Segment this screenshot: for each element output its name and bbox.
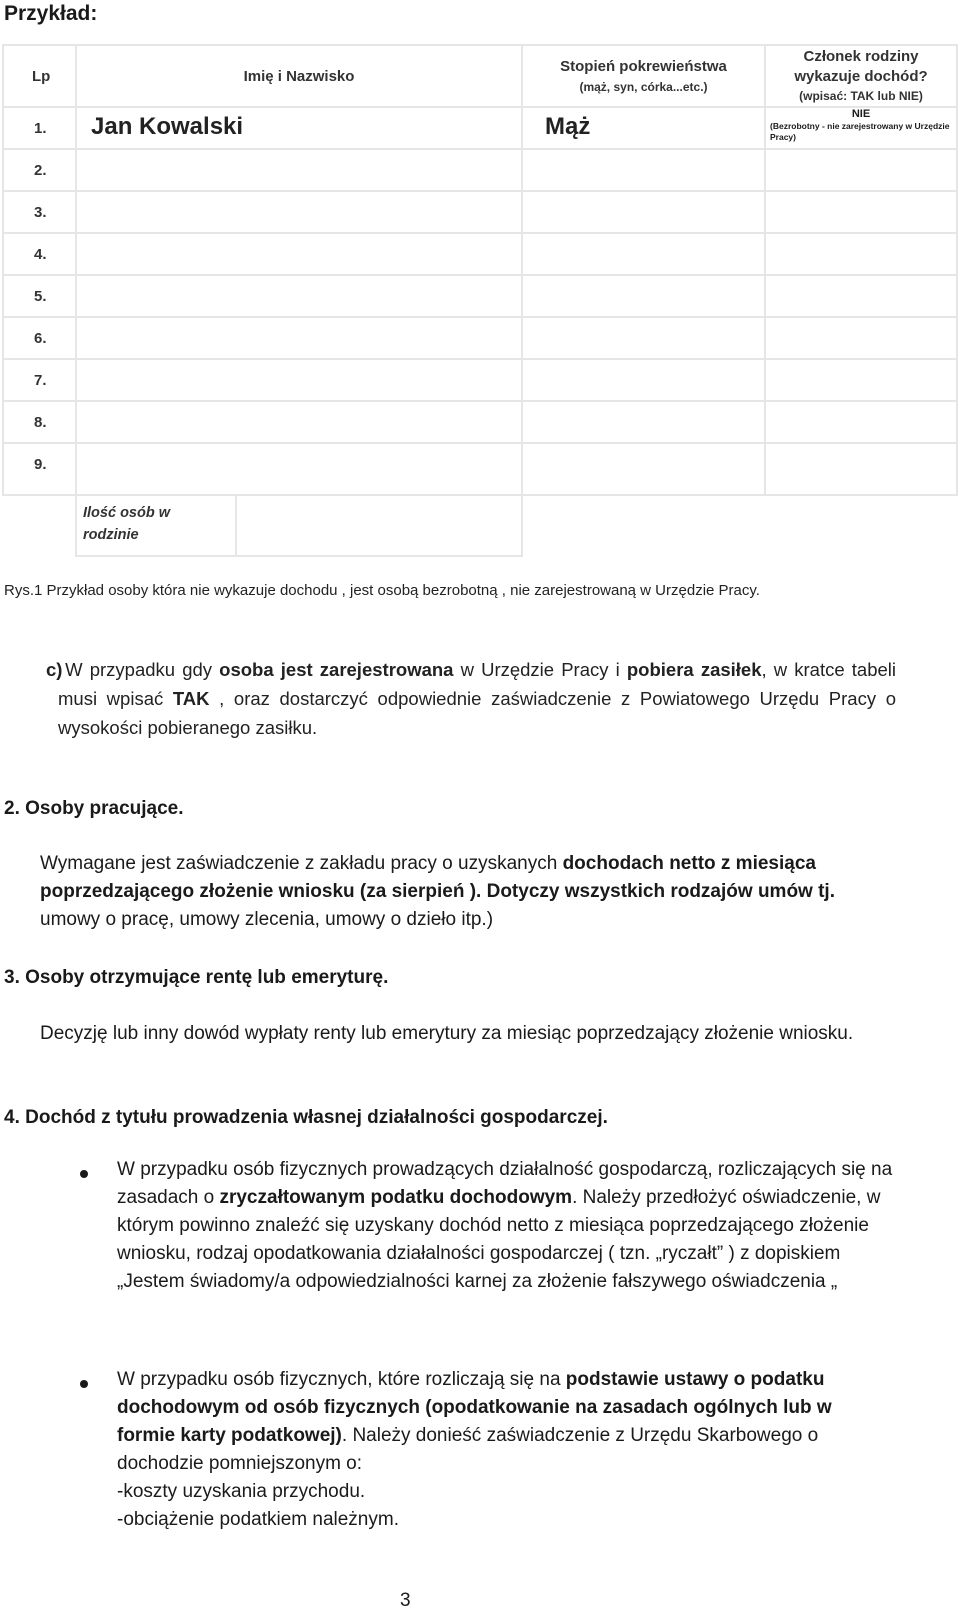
family-count-label-line2: rodzinie (83, 527, 139, 543)
table-row-income-cell (766, 150, 956, 190)
table-row-income-cell (766, 276, 956, 316)
table-row-name-cell (77, 276, 521, 316)
table-row-lp-cell (4, 360, 75, 400)
example-heading: Przykład: (4, 2, 98, 25)
bullet-icon (80, 1380, 88, 1388)
table-row-1-name-cell (77, 108, 521, 148)
table-row-relation-cell (523, 402, 764, 442)
header-income-line2: wykazuje dochód? (794, 68, 928, 85)
header-income-line1: Członek rodziny (803, 48, 919, 65)
family-count-label-line1: Ilość osób w (83, 505, 171, 521)
table-row-name-cell (77, 444, 521, 494)
member-income-note: (Bezrobotny - nie zarejestrowany w Urzędzie Pracy) (770, 121, 950, 142)
example-family-table (2, 44, 958, 557)
section-3-heading: 3. Osoby otrzymujące rentę lub emeryturę. (4, 967, 389, 988)
section-4-b2-line-3: -obciążenie podatkiem należnym. (117, 1509, 399, 1530)
table-row-lp-cell (4, 318, 75, 358)
member-name: Jan Kowalski (91, 113, 244, 140)
table-row-relation-cell (523, 360, 764, 400)
section-c-bold-1: osoba jest zarejestrowana (219, 659, 454, 680)
section-4-heading: 4. Dochód z tytułu prowadzenia własnej działalności gospodarczej. (4, 1107, 608, 1128)
family-count-value-cell (237, 496, 521, 555)
section-3-paragraph: Decyzję lub inny dowód wypłaty renty lub emerytury za miesiąc poprzedzający złożenie wniosku. (40, 1023, 854, 1044)
family-count-label-cell (77, 496, 235, 555)
table-row-1-income-cell (766, 108, 956, 148)
section-4-b1-text-1: W przypadku osób fizycznych prowadzących działalność gospodarczą, rozliczających się na zasadach o (117, 1159, 893, 1208)
row-number: 5. (34, 288, 47, 305)
section-c-text-2: w Urzędzie Pracy i (453, 659, 627, 680)
header-income-cell (766, 46, 956, 106)
header-lp-cell (4, 46, 75, 106)
bullet-icon (80, 1170, 88, 1178)
table-row-name-cell (77, 360, 521, 400)
row-number: 8. (34, 414, 47, 431)
table-row-income-cell (766, 402, 956, 442)
table-row-income-cell (766, 360, 956, 400)
header-income-hint: (wpisać: TAK lub NIE) (799, 89, 923, 103)
table-row-lp-cell (4, 402, 75, 442)
section-2-heading: 2. Osoby pracujące. (4, 798, 184, 819)
section-2-text-2: umowy o pracę, umowy zlecenia, umowy o dzieło itp.) (40, 909, 494, 930)
figure-caption: Rys.1 Przykład osoby która nie wykazuje dochodu , jest osobą bezrobotną , nie zarejestrowaną w Urzędzie Pracy. (4, 582, 760, 599)
section-2-bold-1: dochodach netto z miesiąca poprzedzającego złożenie wniosku (za sierpień ). Dotyczy wszystkich rodzajów umów tj. (40, 853, 835, 902)
row-number: 3. (34, 204, 47, 221)
section-4-b2-text-1: W przypadku osób fizycznych, które rozliczają się na (117, 1369, 566, 1390)
row-number: 2. (34, 162, 47, 179)
row-number: 4. (34, 246, 47, 263)
section-c-paragraph (46, 655, 896, 742)
header-lp: Lp (32, 68, 51, 85)
header-name-cell (77, 46, 521, 106)
table-row-relation-cell (523, 192, 764, 232)
table-row-relation-cell (523, 444, 764, 494)
section-2-paragraph (40, 850, 880, 934)
row-number: 1. (34, 120, 47, 137)
row-number: 7. (34, 372, 47, 389)
table-row-name-cell (77, 150, 521, 190)
table-row-lp-cell (4, 276, 75, 316)
section-c-bold-2: pobiera zasiłek (626, 659, 762, 680)
section-4-b2-text-2: . Należy donieść zaświadczenie z Urzędu Skarbowego o dochodzie pomniejszonym o: (117, 1425, 819, 1474)
table-row-1-relation-cell (523, 108, 764, 148)
section-4-b1-text-2: . Należy przedłożyć oświadczenie, w którym powinno znaleźć się uzyskany dochód netto z miesiąca poprzedzającego złożenie wniosku, rodzaj opodatkowania działalności gospodarczej ( tzn. „ryczałt” ) z dopiskiem „Jestem świadomy/a odpowiedzialności karnej za złożenie fałszywego oświadczenia „ (117, 1187, 881, 1292)
member-relation: Mąż (545, 113, 591, 140)
section-c-bold-3: TAK (172, 688, 210, 709)
table-row-relation-cell (523, 150, 764, 190)
header-name: Imię i Nazwisko (243, 68, 355, 85)
section-4-b2-bold: podstawie ustawy o podatku dochodowym od osób fizycznych (opodatkowanie na zasadach ogólnych lub w formie karty podatkowej) (117, 1369, 832, 1446)
table-row-income-cell (766, 444, 956, 494)
section-4-bullet-1 (117, 1156, 897, 1296)
section-4-b2-line-2: -koszty uzyskania przychodu. (117, 1481, 366, 1502)
section-4-bullet-2 (117, 1366, 837, 1534)
table-row-name-cell (77, 318, 521, 358)
table-row-lp-cell (4, 444, 75, 494)
table-row-lp-cell (4, 234, 75, 274)
section-c-text-1: W przypadku gdy (65, 659, 220, 680)
page-number: 3 (400, 1590, 411, 1611)
section-c-text-4: , oraz dostarczyć odpowiednie zaświadczenie z Powiatowego Urzędu Pracy o wysokości pobieranego zasiłku. (58, 688, 897, 738)
table-row-income-cell (766, 234, 956, 274)
header-relation: Stopień pokrewieństwa (560, 58, 727, 75)
table-row-income-cell (766, 318, 956, 358)
section-2-text-1: Wymagane jest zaświadczenie z zakładu pracy o uzyskanych (40, 853, 563, 874)
table-row-relation-cell (523, 276, 764, 316)
section-c-text-3: , w kratce tabeli musi wpisać (58, 659, 897, 709)
header-relation-hint: (mąż, syn, córka...etc.) (579, 80, 708, 94)
table-row-relation-cell (523, 318, 764, 358)
row-number: 9. (34, 456, 47, 473)
table-row-name-cell (77, 234, 521, 274)
row-number: 6. (34, 330, 47, 347)
section-4-b1-bold: zryczałtowanym podatku dochodowym (219, 1187, 573, 1208)
member-income-value: NIE (851, 108, 871, 120)
table-row-income-cell (766, 192, 956, 232)
table-row-lp-cell (4, 192, 75, 232)
header-relation-cell (523, 46, 764, 106)
table-row-name-cell (77, 192, 521, 232)
table-row-name-cell (77, 402, 521, 442)
table-row-lp-cell (4, 150, 75, 190)
table-row-relation-cell (523, 234, 764, 274)
section-c-label: c) (46, 659, 63, 680)
table-row-1-lp-cell (4, 108, 75, 148)
